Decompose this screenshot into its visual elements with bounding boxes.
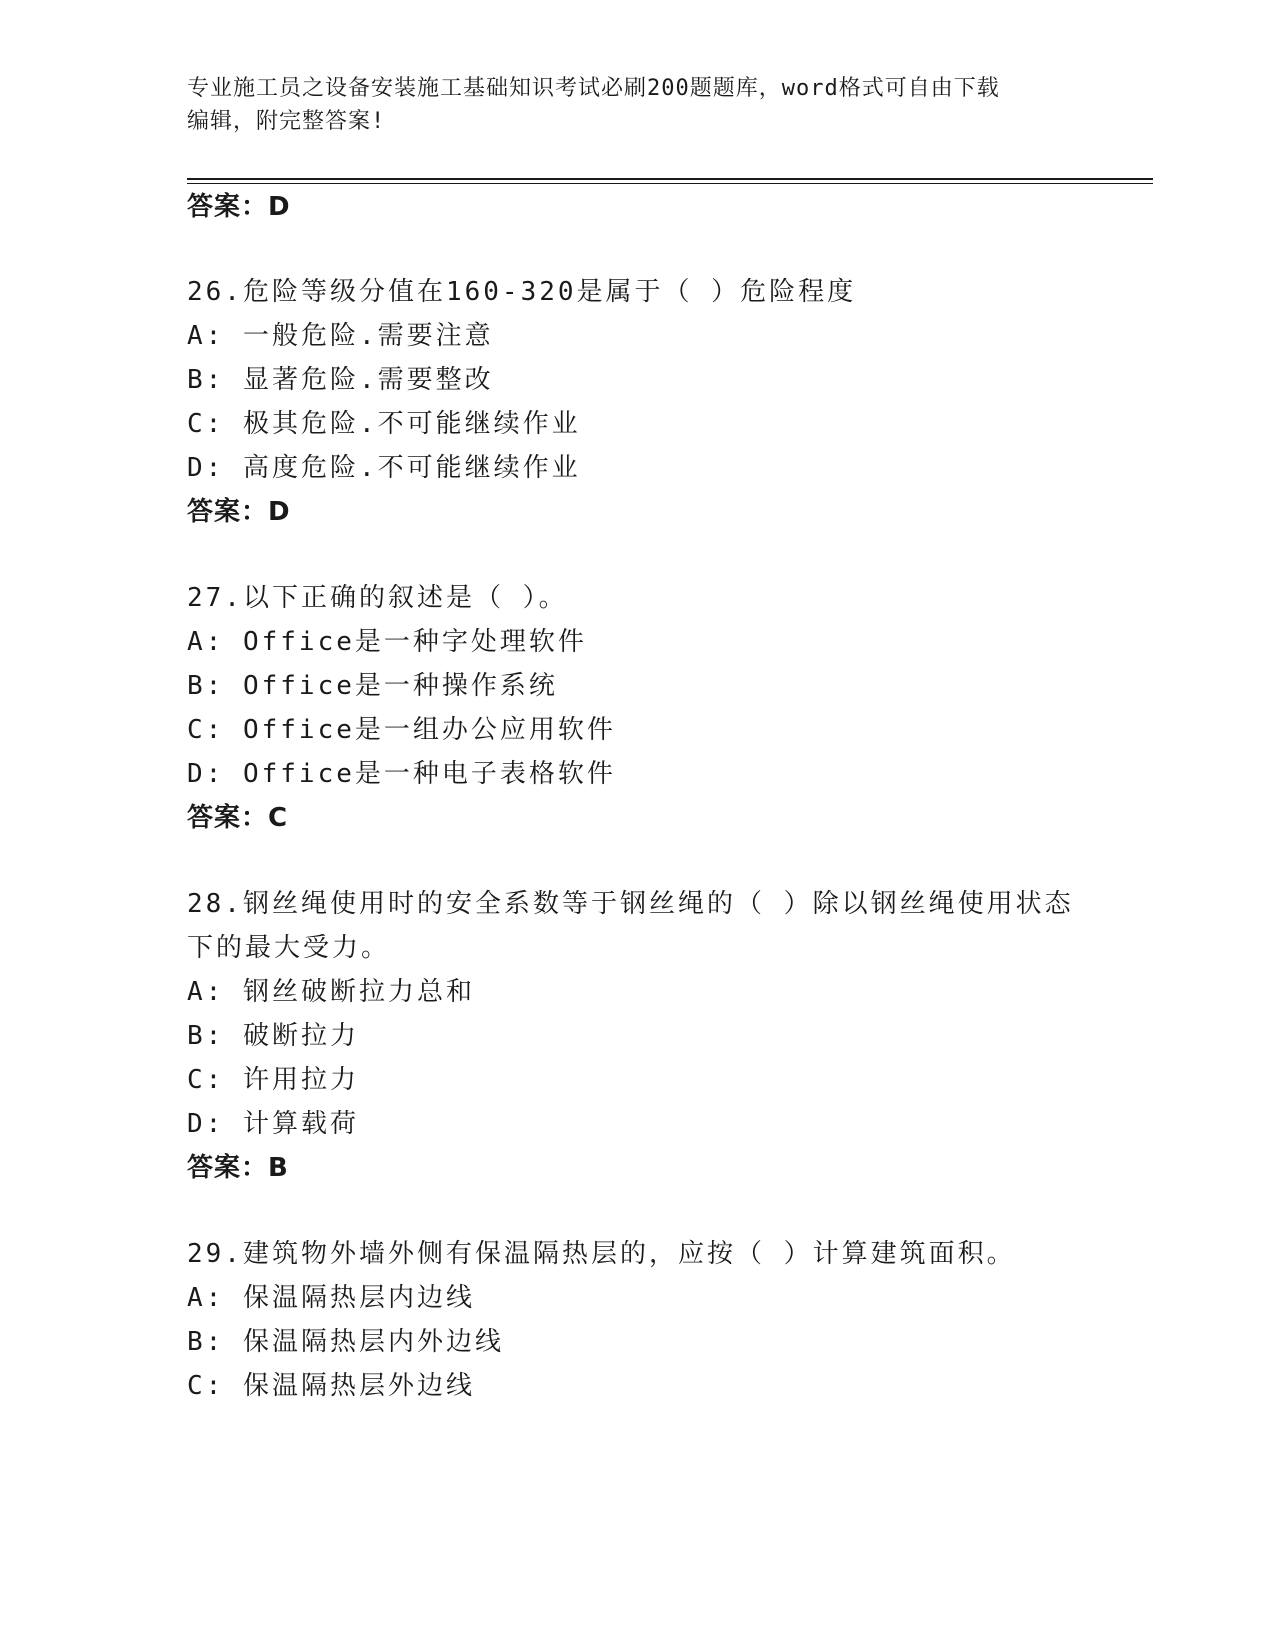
header-divider-thin [187, 183, 1153, 184]
question-stem-29: 29.建筑物外墙外侧有保温隔热层的，应按（ ）计算建筑面积。 [187, 1239, 1016, 1269]
option-b-26: B: 显著危险.需要整改 [187, 365, 494, 395]
option-d-26: D: 高度危险.不可能继续作业 [187, 453, 581, 483]
option-c-27: C: Office是一组办公应用软件 [187, 715, 616, 745]
option-c-29: C: 保温隔热层外边线 [187, 1371, 475, 1401]
option-b-29: B: 保温隔热层内外边线 [187, 1327, 504, 1357]
answer-27: 答案：C [187, 803, 289, 833]
option-d-27: D: Office是一种电子表格软件 [187, 759, 616, 789]
option-b-28: B: 破断拉力 [187, 1021, 359, 1051]
question-stem-27: 27.以下正确的叙述是（ ）。 [187, 583, 568, 613]
answer-line: 答案：D [187, 192, 291, 222]
option-d-28: D: 计算载荷 [187, 1109, 359, 1139]
header-divider-thick [187, 178, 1153, 180]
option-a-28: A: 钢丝破断拉力总和 [187, 977, 475, 1007]
option-c-28: C: 许用拉力 [187, 1065, 359, 1095]
option-a-27: A: Office是一种字处理软件 [187, 627, 587, 657]
header-line-1: 专业施工员之设备安装施工基础知识考试必刷200题题库，word格式可自由下载 [187, 76, 1000, 101]
question-stem-26: 26.危险等级分值在160-320是属于（ ）危险程度 [187, 277, 857, 307]
option-b-27: B: Office是一种操作系统 [187, 671, 558, 701]
option-a-29: A: 保温隔热层内边线 [187, 1283, 475, 1313]
option-c-26: C: 极其危险.不可能继续作业 [187, 409, 581, 439]
answer-26: 答案：D [187, 497, 291, 527]
header-line-2: 编辑，附完整答案! [187, 109, 386, 134]
document-header [187, 72, 1087, 138]
question-stem-28-line1: 28.钢丝绳使用时的安全系数等于钢丝绳的（ ）除以钢丝绳使用状态 [187, 889, 1074, 919]
option-a-26: A: 一般危险.需要注意 [187, 321, 494, 351]
answer-28: 答案：B [187, 1153, 289, 1183]
question-stem-28-line2: 下的最大受力。 [187, 933, 391, 963]
